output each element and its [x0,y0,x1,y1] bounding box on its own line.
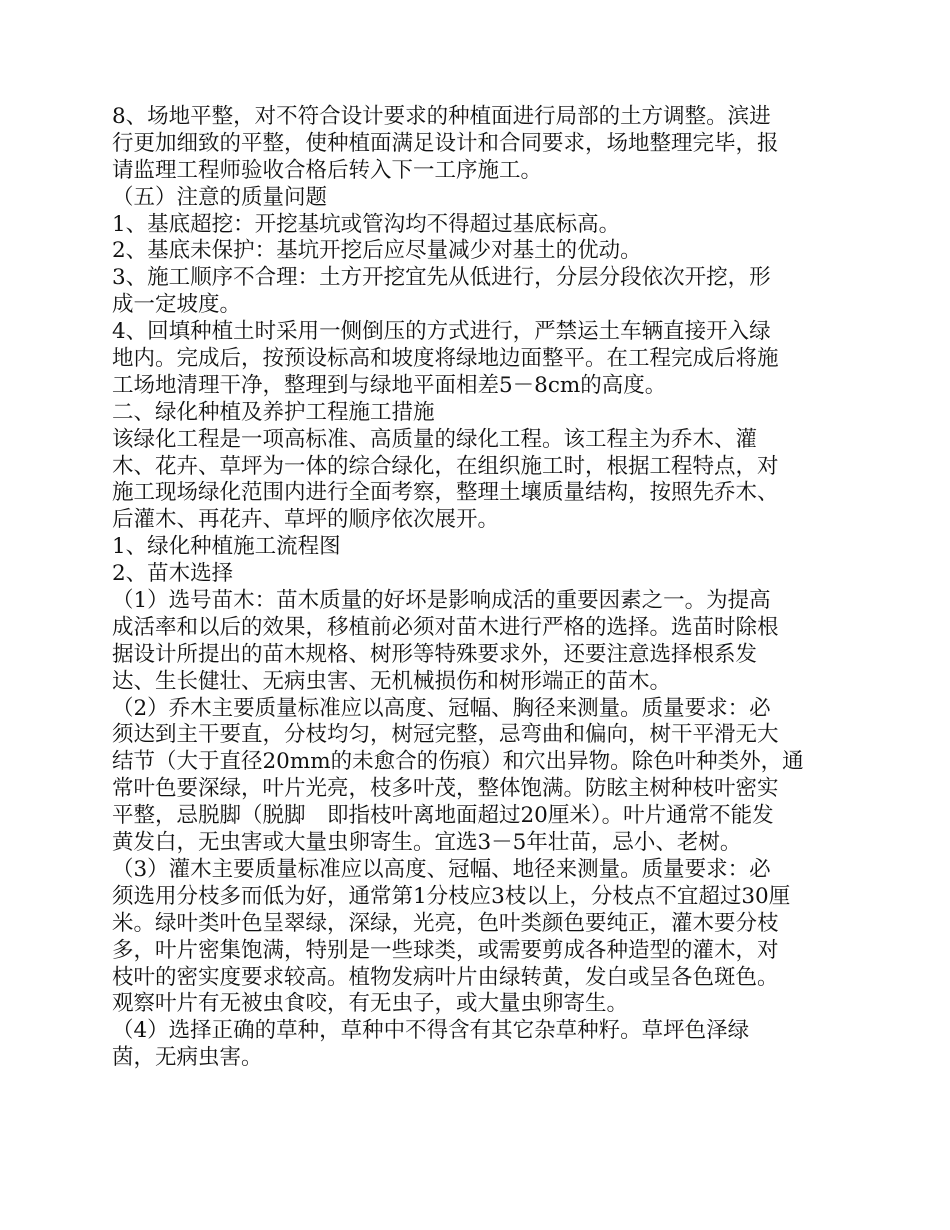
text-line: 米。绿叶类叶色呈翠绿，深绿，光亮，色叶类颜色要纯正，灌木要分枝 [112,910,779,936]
text-line: 枝叶的密实度要求较高。植物发病叶片由绿转黄，发白或呈各色斑色。 [112,964,779,990]
text-line: 4、回填种植土时采用一侧倒压的方式进行，严禁运土车辆直接开入绿 [112,319,771,345]
text-line: 平整，忌脱脚（脱脚 即指枝叶离地面超过20厘米）。叶片通常不能发 [112,803,774,829]
subsection-heading: 1、绿化种植施工流程图 [112,534,341,560]
text-line: 木、花卉、草坪为一体的综合绿化，在组织施工时，根据工程特点，对 [112,453,779,479]
text-line: 结节（大于直径20mm的未愈合的伤痕）和穴出异物。除色叶种类外，通 [112,749,804,775]
text-line: 请监理工程师验收合格后转入下一工序施工。 [112,157,543,183]
section-heading: （五）注意的质量问题 [112,184,328,210]
text-line: （3）灌木主要质量标准应以高度、冠幅、地径来测量。质量要求：必 [112,856,771,882]
text-line: 施工现场绿化范围内进行全面考察，整理土壤质量结构，按照先乔木、 [112,480,779,506]
text-line: （4）选择正确的草种，草种中不得含有其它杂草种籽。草坪色泽绿 [112,1018,750,1044]
text-line: 达、生长健壮、无病虫害、无机械损伤和树形端正的苗木。 [112,668,672,694]
text-line: 观察叶片有无被虫食咬，有无虫子，或大量虫卵寄生。 [112,991,629,1017]
text-line: 成活率和以后的效果，移植前必须对苗木进行严格的选择。选苗时除根 [112,614,779,640]
text-line: 1、基底超挖：开挖基坑或管沟均不得超过基底标高。 [112,211,621,237]
text-line: 常叶色要深绿，叶片光亮，枝多叶茂，整体饱满。防眩主树种枝叶密实 [112,776,779,802]
text-line: 须达到主干要直，分枝均匀，树冠完整，忌弯曲和偏向，树干平滑无大 [112,722,779,748]
text-line: （2）乔木主要质量标准应以高度、冠幅、胸径来测量。质量要求：必 [112,695,771,721]
subsection-heading: 2、苗木选择 [112,561,234,587]
text-line: 8、场地平整，对不符合设计要求的种植面进行局部的土方调整。滨进 [112,104,771,129]
document-page [112,104,842,1072]
text-line: 后灌木、再花卉、草坪的顺序依次展开。 [112,507,500,533]
text-line: （1）选号苗木：苗木质量的好坏是影响成活的重要因素之一。为提高 [112,588,771,614]
text-line: 该绿化工程是一项高标准、高质量的绿化工程。该工程主为乔木、灌 [112,426,758,452]
section-heading: 二、绿化种植及养护工程施工措施 [112,399,435,425]
text-line: 须选用分枝多而低为好，通常第1分枝应3枝以上，分枝点不宜超过30厘 [112,883,791,909]
text-line: 工场地清理干净，整理到与绿地平面相差5－8cm的高度。 [112,372,667,398]
text-line: 据设计所提出的苗木规格、树形等特殊要求外，还要注意选择根系发 [112,641,758,667]
text-line: 茵，无病虫害。 [112,1045,263,1071]
text-line: 2、基底未保护：基坑开挖后应尽量减少对基土的优动。 [112,238,642,264]
text-line: 多，叶片密集饱满，特别是一些球类，或需要剪成各种造型的灌木，对 [112,937,779,963]
text-line: 行更加细致的平整，使种植面满足设计和合同要求，场地整理完毕，报 [112,130,779,156]
text-line: 3、施工顺序不合理：土方开挖宜先从低进行，分层分段依次开挖，形 [112,265,771,291]
text-line: 成一定坡度。 [112,292,242,318]
text-line: 地内。完成后，按预设标高和坡度将绿地边面整平。在工程完成后将施 [112,346,779,372]
text-line: 黄发白，无虫害或大量虫卵寄生。宜选3－5年壮苗，忌小、老树。 [112,830,742,856]
